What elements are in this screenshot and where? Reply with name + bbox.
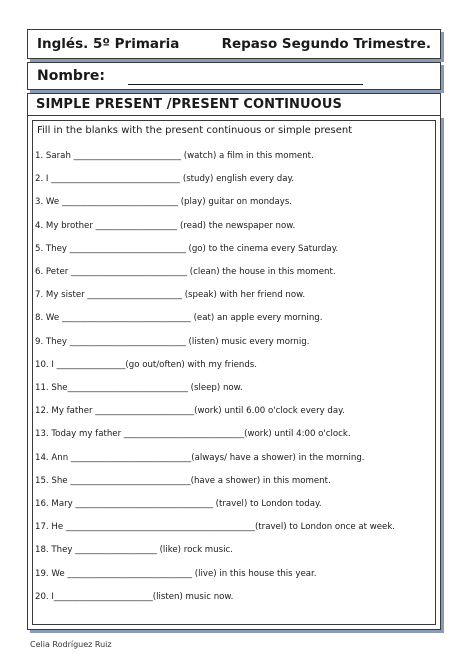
exercise-item[interactable]: 16. Mary ________________________________ (travel) to London today. bbox=[35, 499, 322, 509]
exercise-item[interactable]: 2. I ______________________________ (study) english every day. bbox=[35, 174, 295, 185]
exercise-item[interactable]: 19. We _____________________________ (live) in this house this year. bbox=[35, 568, 317, 579]
instructions: Fill in the blanks with the present continuous or simple present bbox=[37, 125, 353, 136]
exercise-item[interactable]: 7. My sister ______________________ (speak) with her friend now. bbox=[35, 290, 306, 301]
exercise-item[interactable]: 6. Peter ___________________________ (clean) the house in this moment. bbox=[35, 267, 336, 277]
exercise-item[interactable]: 14. Ann ____________________________(always/ have a shower) in the morning. bbox=[35, 452, 365, 463]
exercise-item[interactable]: 12. My father _______________________(work) until 6.00 o'clock every day. bbox=[35, 406, 345, 417]
exercise-item[interactable]: 4. My brother ___________________ (read) the newspaper now. bbox=[35, 220, 296, 231]
name-input-line[interactable] bbox=[128, 84, 363, 85]
section-title: SIMPLE PRESENT /PRESENT CONTINUOUS bbox=[36, 97, 342, 112]
exercise-item[interactable]: 9. They ___________________________ (listen) music every mornig. bbox=[35, 336, 310, 347]
author-footer: Celia Rodríguez Ruiz bbox=[30, 640, 112, 649]
header-box bbox=[27, 29, 441, 59]
exercise-item[interactable]: 8. We ______________________________ (eat) an apple every morning. bbox=[35, 313, 323, 324]
exercise-box bbox=[27, 115, 441, 630]
exercise-item[interactable]: 13. Today my father ____________________________(work) until 4:00 o'clock. bbox=[35, 429, 351, 440]
topic-title: Repaso Segundo Trimestre. bbox=[221, 36, 431, 52]
exercise-item[interactable]: 17. He ____________________________________________(travel) to London once at week. bbox=[35, 522, 396, 533]
exercise-inner-frame bbox=[32, 120, 436, 625]
name-box bbox=[27, 62, 441, 90]
exercise-item[interactable]: 15. She ____________________________(have a shower) in this moment. bbox=[35, 475, 331, 486]
subject-title: Inglés. 5º Primaria bbox=[37, 36, 180, 52]
exercise-item[interactable]: 3. We ___________________________ (play) guitar on mondays. bbox=[35, 197, 293, 208]
section-title-box bbox=[27, 93, 441, 115]
exercise-item[interactable]: 11. She____________________________ (sleep) now. bbox=[35, 383, 243, 393]
name-label: Nombre: bbox=[37, 68, 105, 84]
exercise-item[interactable]: 1. Sarah _________________________ (watch) a film in this moment. bbox=[35, 151, 314, 161]
exercise-item[interactable]: 10. I ________________(go out/often) with my friends. bbox=[35, 359, 257, 370]
exercise-item[interactable]: 18. They ___________________ (like) rock music. bbox=[35, 545, 233, 556]
exercise-item[interactable]: 20. I_______________________(listen) music now. bbox=[35, 591, 234, 602]
exercise-item[interactable]: 5. They ___________________________ (go) to the cinema every Saturday. bbox=[35, 243, 339, 254]
